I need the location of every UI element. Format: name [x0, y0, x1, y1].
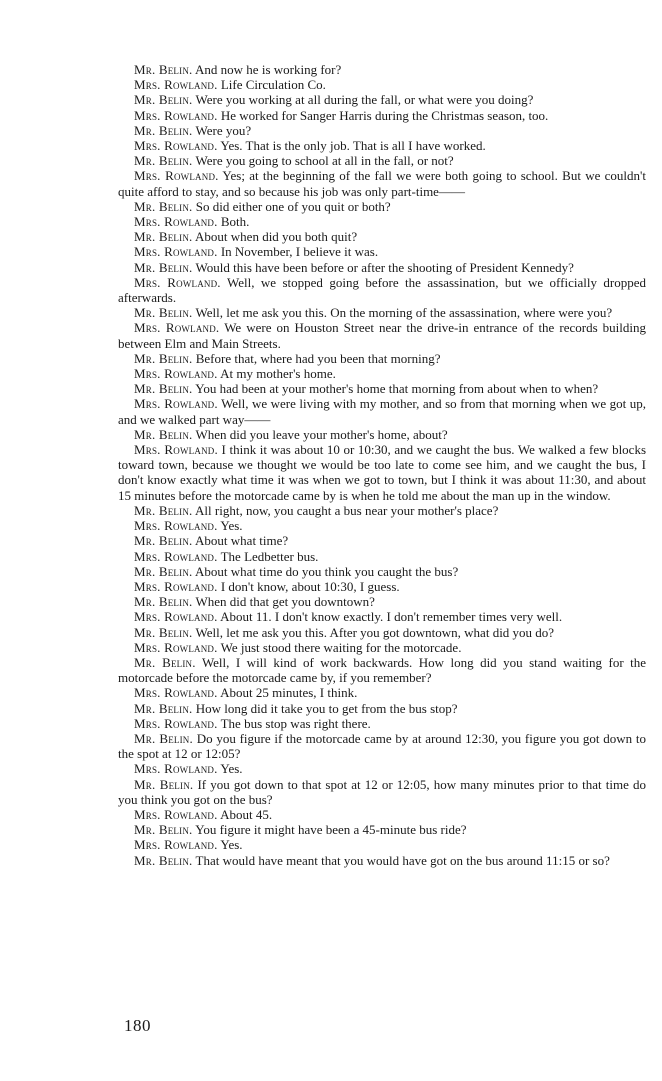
speaker-name: Mr. Belin. [134, 563, 193, 579]
transcript-paragraph [118, 853, 646, 868]
speech-text: Both. [220, 214, 250, 230]
speech-text: When did that get you downtown? [195, 594, 375, 610]
speaker-name: Mrs. Rowland. [134, 518, 218, 534]
speech-text: So did either one of you quit or both? [195, 198, 391, 214]
speech-text: We were on Houston Street near the drive-in entrance of the records building between Elm and Main Streets. [118, 320, 646, 351]
transcript-paragraph [118, 77, 646, 92]
speech-text: Yes; at the beginning of the fall we were both going to school. But we couldn't quite afford to stay, and so because his job was only part-time—— [118, 168, 646, 199]
transcript-paragraph [118, 351, 646, 366]
speech-text: Yes. [220, 518, 243, 534]
page-number: 180 [124, 1016, 151, 1035]
transcript-paragraph [118, 260, 646, 275]
speaker-name: Mr. Belin. [134, 229, 193, 245]
speech-text: You had been at your mother's home that morning from about when to when? [195, 381, 599, 397]
transcript-paragraph [118, 716, 646, 731]
transcript-paragraph [118, 837, 646, 852]
speaker-name: Mr. Belin. [134, 776, 194, 792]
transcript-paragraph [118, 533, 646, 548]
transcript-paragraph [118, 168, 646, 198]
speaker-name: Mr. Belin. [134, 700, 193, 716]
transcript-paragraph [118, 731, 646, 761]
transcript-paragraph [118, 442, 646, 503]
transcript-paragraph [118, 305, 646, 320]
transcript-paragraph [118, 229, 646, 244]
speaker-name: Mrs. Rowland. [134, 396, 218, 412]
speech-text: About 11. I don't know exactly. I don't remember times very well. [220, 609, 563, 625]
speech-text: We just stood there waiting for the motorcade. [220, 639, 462, 655]
transcript-paragraph [118, 685, 646, 700]
speech-text: Well, let me ask you this. After you got downtown, what did you do? [195, 624, 555, 640]
speech-text: You figure it might have been a 45-minute bus ride? [195, 822, 467, 838]
speech-text: Would this have been before or after the shooting of President Kennedy? [195, 259, 574, 275]
transcript-paragraph [118, 320, 646, 350]
transcript-paragraph [118, 579, 646, 594]
speaker-name: Mrs. Rowland. [134, 77, 218, 93]
transcript-paragraph [118, 822, 646, 837]
speaker-name: Mrs. Rowland. [134, 168, 219, 184]
speech-text: Well, we stopped going before the assassination, but we officially dropped afterwards. [118, 274, 646, 306]
speaker-name: Mr. Belin. [134, 654, 196, 670]
speech-text: Yes. That is the only job. That is all I have worked. [220, 138, 486, 154]
speaker-name: Mr. Belin. [134, 426, 193, 442]
transcript-paragraph [118, 549, 646, 564]
speech-text: All right, now, you caught a bus near your mother's place? [195, 502, 499, 518]
transcript-paragraph [118, 777, 646, 807]
speaker-name: Mrs. Rowland. [134, 107, 218, 123]
speech-text: Well, I will kind of work backwards. How long did you stand waiting for the motorcade before the motorcade came by, if you remember? [118, 654, 646, 686]
speaker-name: Mrs. Rowland. [134, 548, 218, 564]
speaker-name: Mrs. Rowland. [134, 442, 218, 458]
speaker-name: Mr. Belin. [134, 259, 193, 275]
speech-text: About what time do you think you caught the bus? [195, 563, 459, 579]
speech-text: In November, I believe it was. [220, 244, 379, 260]
speaker-name: Mr. Belin. [134, 62, 193, 77]
transcript-paragraph [118, 701, 646, 716]
transcript-paragraph [118, 427, 646, 442]
transcript-paragraph [118, 366, 646, 381]
speech-text: I don't know, about 10:30, I guess. [220, 578, 400, 594]
speaker-name: Mrs. Rowland. [134, 639, 218, 655]
speech-text: Yes. [220, 837, 243, 853]
speech-text: I think it was about 10 or 10:30, and we caught the bus. We walked a few blocks toward town, because we thought we would be too late to come see him, and we caught the bus, I don't know exactly what time it was when we got to town, but I think it was about 11:30, and about 15 minutes before the motorcade came by is when he told me about the man up in the window. [118, 442, 647, 503]
transcript-paragraph [118, 275, 646, 305]
transcript-paragraph [118, 609, 646, 624]
speech-text: Well, we were living with my mother, and so from that morning when we got up, and we walked part way—— [118, 396, 646, 427]
transcript-paragraph [118, 625, 646, 640]
speech-text: Do you figure if the motorcade came by at around 12:30, you figure you got down to the spot at 12 or 12:05? [118, 730, 647, 762]
speaker-name: Mrs. Rowland. [134, 578, 218, 594]
speaker-name: Mrs. Rowland. [134, 609, 218, 625]
transcript-paragraph [118, 123, 646, 138]
speaker-name: Mrs. Rowland. [134, 274, 221, 290]
speaker-name: Mr. Belin. [134, 730, 193, 746]
speaker-name: Mrs. Rowland. [134, 244, 218, 260]
transcript-paragraph [118, 138, 646, 153]
speech-text: Well, let me ask you this. On the morning of the assassination, where were you? [195, 305, 613, 321]
transcript-paragraph [118, 518, 646, 533]
speech-text: About when did you both quit? [195, 229, 358, 245]
speech-text: Yes. [220, 761, 243, 777]
speech-text: Were you going to school at all in the fall, or not? [195, 153, 454, 169]
speech-text: About 45. [220, 806, 273, 822]
speaker-name: Mr. Belin. [134, 92, 193, 108]
speech-text: The bus stop was right there. [220, 715, 371, 731]
speaker-name: Mrs. Rowland. [134, 715, 218, 731]
speech-text: When did you leave your mother's home, about? [195, 426, 448, 442]
speaker-name: Mrs. Rowland. [134, 761, 218, 777]
transcript-paragraph [118, 761, 646, 776]
speaker-name: Mr. Belin. [134, 624, 193, 640]
transcript-paragraph [118, 381, 646, 396]
speaker-name: Mr. Belin. [134, 381, 193, 397]
speech-text: Were you? [195, 122, 252, 138]
speech-text: Before that, where had you been that morning? [195, 350, 441, 366]
speaker-name: Mr. Belin. [134, 594, 193, 610]
speaker-name: Mr. Belin. [134, 122, 193, 138]
speech-text: About what time? [195, 533, 289, 549]
speech-text: The Ledbetter bus. [220, 548, 319, 564]
transcript-paragraph [118, 244, 646, 259]
transcript-body [118, 62, 646, 868]
transcript-paragraph [118, 655, 646, 685]
transcript-paragraph [118, 214, 646, 229]
speaker-name: Mrs. Rowland. [134, 214, 218, 230]
transcript-paragraph [118, 153, 646, 168]
speech-text: At my mother's home. [220, 366, 336, 382]
transcript-paragraph [118, 594, 646, 609]
speaker-name: Mrs. Rowland. [134, 806, 218, 822]
speaker-name: Mrs. Rowland. [134, 685, 218, 701]
speaker-name: Mr. Belin. [134, 198, 193, 214]
speaker-name: Mr. Belin. [134, 305, 193, 321]
transcript-paragraph [118, 92, 646, 107]
speaker-name: Mr. Belin. [134, 153, 193, 169]
speaker-name: Mr. Belin. [134, 533, 193, 549]
speaker-name: Mr. Belin. [134, 502, 193, 518]
speech-text: How long did it take you to get from the bus stop? [195, 700, 458, 716]
speaker-name: Mr. Belin. [134, 350, 193, 366]
transcript-paragraph [118, 396, 646, 426]
transcript-paragraph [118, 807, 646, 822]
transcript-paragraph [118, 564, 646, 579]
speaker-name: Mr. Belin. [134, 852, 193, 868]
speech-text: And now he is working for? [195, 62, 342, 77]
speech-text: About 25 minutes, I think. [220, 685, 358, 701]
speech-text: Were you working at all during the fall, or what were you doing? [195, 92, 534, 108]
speaker-name: Mrs. Rowland. [134, 320, 220, 336]
speech-text: If you got down to that spot at 12 or 12:05, how many minutes prior to that time do you think you got on the bus? [118, 776, 646, 807]
speaker-name: Mrs. Rowland. [134, 366, 218, 382]
transcript-paragraph [118, 108, 646, 123]
transcript-paragraph [118, 199, 646, 214]
transcript-paragraph [118, 503, 646, 518]
transcript-paragraph [118, 640, 646, 655]
transcript-paragraph [118, 62, 646, 77]
speaker-name: Mrs. Rowland. [134, 138, 218, 154]
speaker-name: Mrs. Rowland. [134, 837, 218, 853]
speech-text: Life Circulation Co. [220, 77, 326, 93]
speech-text: That would have meant that you would have got on the bus around 11:15 or so? [195, 852, 610, 868]
speech-text: He worked for Sanger Harris during the Christmas season, too. [220, 107, 549, 123]
speaker-name: Mr. Belin. [134, 822, 193, 838]
